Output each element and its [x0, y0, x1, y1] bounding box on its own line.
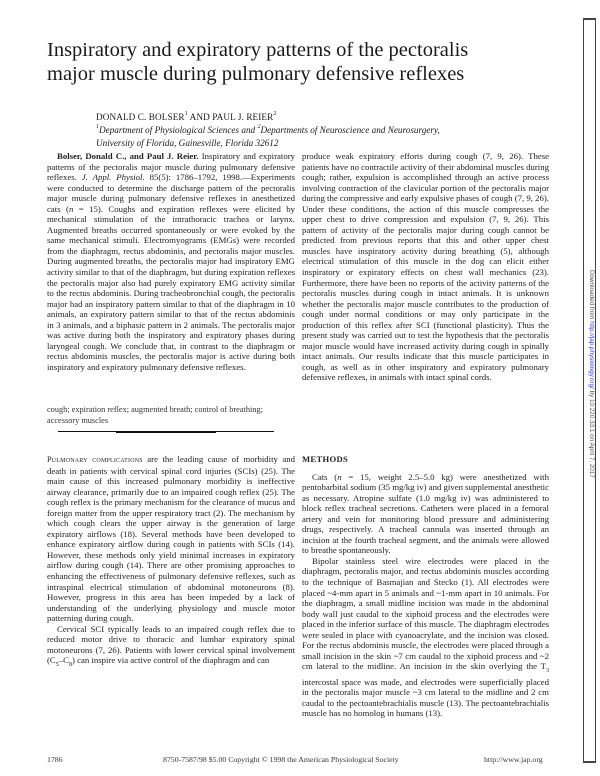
intro-para-1: are the leading cause of morbidity and death in patients with cervical spinal cord injuries (SCIs) (25). The main cause of this increased pulmonary morbidity is ineffective airway clearance, primarily due to an impaired cough reflex (25). The cough reflex is the primary mechanism for the clearance of mucus and foreign matter from the upper respiratory tract (2). The mechanism by which cough clears the upper airway is the generation of large expiratory airflows (18). Several methods have been developed to enhance expiratory airflow during cough in patients with SCIs (14). However, these methods only yield minimal increases in expiratory airflow during cough (14). There are other promising approaches to enhancing the effectiveness of pulmonary defensive reflexes, such as intraspinal electrical stimulation of abdominal motoneurons (8). However, progress in this area has been impeded by a lack of understanding of the underlying physiology and muscle motor patterning during cough.	[47, 454, 295, 624]
title-line-2: major muscle during pulmonary defensive reflexes	[47, 63, 465, 85]
methods-sub: 3	[546, 668, 549, 675]
introduction-continued	[302, 151, 549, 383]
methods-section	[302, 454, 549, 719]
page-number: 1786	[47, 755, 63, 764]
download-suffix: by 10.220.33.1 on April 7, 2017	[588, 388, 595, 478]
author-name-2: PAUL J. REIER	[212, 112, 274, 122]
intro-lead: Pulmonary complications	[47, 455, 143, 464]
methods-para-2b: intercostal space was made, and electrodes were superficially placed in the pectoralis major muscle ~3 cm lateral to the midline and 2 cm caudal to the pectoantebrachialis muscle (13). The pectoantebrachialis muscle has no homolog in humans (13).	[302, 676, 549, 719]
abstract-n: n	[68, 203, 74, 214]
author-name-1: DONALD C. BOLSER	[96, 112, 185, 122]
copyright-notice: 8750-7587/98 $5.00 Copyright © 1998 the American Physiological Society	[163, 755, 399, 764]
journal-url[interactable]: http://www.jap.org	[484, 755, 543, 764]
intro-sub-2: 8	[68, 662, 72, 669]
introduction	[47, 454, 295, 671]
download-prefix: Downloaded from	[588, 270, 595, 322]
methods-para-1b: = 15, weight 2.5–5.0 kg) were anesthetized with pentobarbital sodium (35 mg/kg iv) and given supplemental anesthetic as necessary. Atropine sulfate (1.0 mg/kg iv) was administered to block reflex tracheal secretions. Catheters were placed in a femoral artery and vein for monitoring blood pressure and administering drugs, respectively. A tracheal cannula was inserted through an incision at the fourth tracheal segment, and the animals were allowed to breathe spontaneously.	[302, 471, 549, 556]
keywords: cough; expiration reflex; augmented breath; control of breathing; accessory muscles	[47, 405, 263, 425]
author-sup-2: 2	[273, 111, 277, 117]
affil-dept-2: Departments of Neuroscience and Neurosurgery,	[260, 125, 440, 135]
methods-para-2a: Bipolar stainless steel wire electrodes were placed in the diaphragm, pectoralis major, and rectus abdominis muscles according to the technique of Basmajian and Stecko (1). All electrodes were placed ~4-mm apart in 5 animals and ~1-mm apart in 10 animals. For the diaphragm, a small midline incision was made in the abdominal body wall just caudal to the xiphoid process and the electrodes were placed in the inferior surface of this muscle. The diaphragm electrodes were sealed in place with cyanoacrylate, and the incision was closed. For the rectus abdominis muscle, the electrodes were placed through a small incision in the skin ~7 cm caudal to the xiphoid process and ~2 cm lateral to the midline. An incision in the skin overlying the T	[302, 555, 549, 672]
abstract-journal: J. Appl. Physiol.	[81, 172, 145, 183]
abstract	[47, 151, 295, 372]
author-conjunction: AND	[187, 112, 213, 122]
author-sup-1: 1	[184, 111, 188, 117]
affiliation-line-2: University of Florida, Gainesville, Florida 32612	[96, 138, 279, 148]
intro-para-2b: ) can inspire via active control of the diaphragm and can	[71, 655, 270, 666]
intro-continuation: produce weak expiratory efforts during cough (7, 9, 26). These patients have no contractile activity of their abdominal muscles during cough; rather, expulsion is accomplished through an active process involving contraction of the clavicular portion of the pectoralis major during the compressive and early expulsive phases of cough (7, 9, 26). Under these conditions, the action of this muscle compresses the upper chest to drive compression and expulsion (7, 9, 26). This pattern of activity of the pectoralis major during cough cannot be predicted from previous reports that this and other upper chest muscles have inspiratory activity during breathing (5), although electrical stimulation of this muscle in the dog can elicit either inspiratory or expiratory effects on chest wall mechanics (23). Furthermore, there have been no reports of the activity patterns of the pectoralis muscles during cough in intact animals. It is unknown whether the pectoralis major muscle contributes to the production of cough under normal conditions or may only participate in the production of this reflex after SCI (functional plasticity). Thus the present study was carried out to test the hypothesis that the pectoralis major muscle would have increased activity during cough in spinally intact animals. Our results indicate that this muscle participates in cough, as well as in other inspiratory and expiratory pulmonary defensive reflexes, in animals with intact spinal cords.	[302, 151, 549, 383]
title-line-1: Inspiratory and expiratory patterns of the pectoralis	[47, 39, 469, 61]
abstract-text-a: Inspiratory and expiratory patterns of the pectoralis major muscle during pulmonary defensive reflexes.	[47, 151, 295, 183]
methods-heading: METHODS	[302, 454, 349, 464]
download-banner	[586, 270, 595, 520]
methods-n: n	[337, 471, 342, 482]
intro-para-2a: Cervical SCI typically leads to an impaired cough reflex due to reduced motor drive to thoracic and lumbar expiratory spinal motoneurons (7, 26). Patients with lower cervical spinal involvement (C	[47, 623, 295, 666]
download-link[interactable]: http://jap.physiology.org/	[588, 321, 595, 389]
affil-sup-2: 2	[257, 124, 261, 130]
methods-para-1a: Cats (	[312, 471, 338, 482]
affil-sup-1: 1	[96, 124, 99, 130]
author-list	[96, 112, 276, 122]
intro-sub-1: 5	[55, 662, 59, 669]
abstract-text-c: = 15). Coughs and expiration reflexes were elicited by mechanical stimulation of the intrathoracic trachea or larynx. Augmented breaths occurred spontaneously or were evoked by the same mechanical stimuli. Electromyograms (EMGs) were recorded from the diaphragm, rectus abdominis, and pectoralis major muscles. During augmented breaths, the pectoralis major had inspiratory EMG activity similar to that of the diaphragm, but during expiration reflexes the pectoralis major also had purely expiratory EMG activity similar to the rectus abdominis. During tracheobronchial cough, the pectoralis major had an inspiratory pattern similar to that of the diaphragm in 10 animals, an expiratory pattern similar to that of the rectus abdominis in 3 animals, and a biphasic pattern in 2 animals. The pectoralis major was active during both the inspiratory and expiratory phases during laryngeal cough. We conclude that, in contrast to the diaphragm or rectus abdominis muscles, the pectoralis major is active during both inspiratory and expiratory pulmonary defensive reflexes.	[47, 203, 295, 372]
intro-dash: –C	[58, 655, 69, 666]
affiliation-line-1	[96, 125, 440, 135]
abstract-text-b: 85(5): 1786–1792, 1998.—Experiments were conducted to determine the discharge pattern of the pectoralis major muscle during pulmonary defensive reflexes in anesthetized cats (	[47, 172, 295, 214]
abstract-authors: Bolser, Donald C., and Paul J. Reier.	[57, 151, 199, 161]
article-title	[47, 38, 567, 86]
affil-dept-1: Department of Physiological Sciences and	[99, 125, 258, 135]
section-divider-accent	[116, 431, 216, 433]
